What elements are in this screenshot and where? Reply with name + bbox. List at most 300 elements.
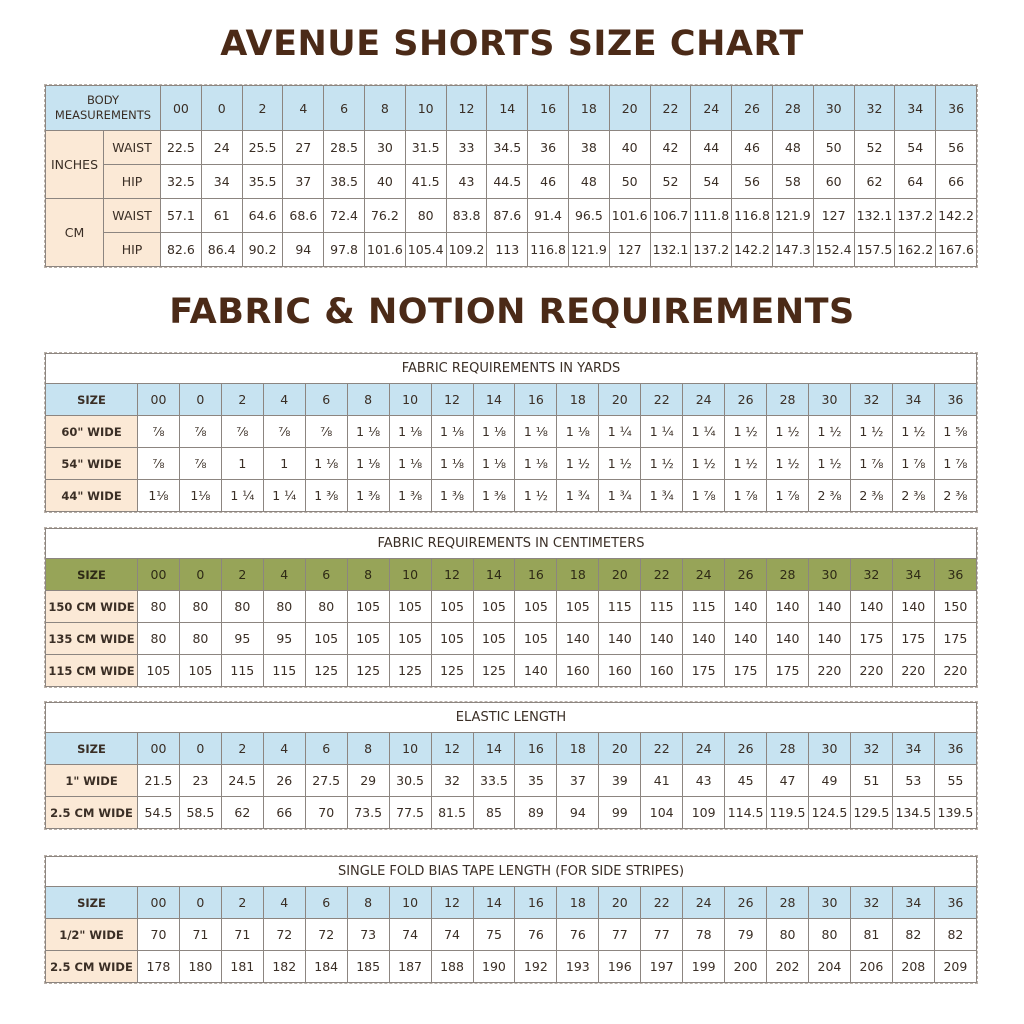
value-cell: 105	[138, 655, 180, 687]
value-cell: 1 ¾	[557, 480, 599, 512]
size-header: 4	[283, 86, 324, 131]
value-cell: 184	[305, 951, 347, 983]
value-cell: 50	[609, 165, 650, 199]
value-cell: 181	[221, 951, 263, 983]
value-cell: 80	[405, 199, 446, 233]
value-cell: 206	[850, 951, 892, 983]
size-header: 6	[305, 559, 347, 591]
fabric-cm-table	[45, 558, 977, 687]
row-label: 1" WIDE	[46, 765, 138, 797]
value-cell: 1 ⅛	[347, 448, 389, 480]
size-header: 12	[431, 733, 473, 765]
value-cell: 1⅛	[179, 480, 221, 512]
size-header: 2	[221, 384, 263, 416]
size-header: 32	[850, 887, 892, 919]
value-cell: 111.8	[691, 199, 732, 233]
value-cell: 58.5	[179, 797, 221, 829]
fabric-yards-table	[45, 383, 977, 512]
value-cell: 1 ½	[809, 416, 851, 448]
size-header: 12	[431, 887, 473, 919]
value-cell: 1 ½	[557, 448, 599, 480]
value-cell: 137.2	[691, 233, 732, 267]
elastic-title: ELASTIC LENGTH	[45, 702, 977, 732]
value-cell: 125	[431, 655, 473, 687]
value-cell: 140	[557, 623, 599, 655]
value-cell: 175	[934, 623, 976, 655]
size-header: 30	[809, 887, 851, 919]
value-cell: 35.5	[242, 165, 283, 199]
table-row	[46, 623, 977, 655]
value-cell: 140	[641, 623, 683, 655]
value-cell: 82	[934, 919, 976, 951]
size-header: 8	[347, 559, 389, 591]
value-cell: 140	[767, 623, 809, 655]
row-label: 150 CM WIDE	[46, 591, 138, 623]
value-cell: 22.5	[161, 131, 202, 165]
value-cell: 79	[725, 919, 767, 951]
value-cell: 1	[221, 448, 263, 480]
value-cell: 101.6	[609, 199, 650, 233]
body-measurements-label: BODY MEASUREMENTS	[46, 86, 161, 131]
row-label: 1/2" WIDE	[46, 919, 138, 951]
table-row	[46, 165, 977, 199]
value-cell: 54	[691, 165, 732, 199]
value-cell: 116.8	[528, 233, 569, 267]
measurement-label: HIP	[104, 165, 161, 199]
table-row	[46, 416, 977, 448]
size-header: 32	[850, 384, 892, 416]
value-cell: 140	[515, 655, 557, 687]
value-cell: 1 ⅞	[725, 480, 767, 512]
value-cell: 140	[892, 591, 934, 623]
value-cell: 53	[892, 765, 934, 797]
value-cell: 2 ⅜	[892, 480, 934, 512]
value-cell: 33.5	[473, 765, 515, 797]
size-header: 28	[767, 887, 809, 919]
value-cell: 54	[895, 131, 936, 165]
value-cell: 204	[809, 951, 851, 983]
value-cell: 208	[892, 951, 934, 983]
value-cell: 39	[599, 765, 641, 797]
value-cell: 113	[487, 233, 528, 267]
size-header: 34	[892, 559, 934, 591]
value-cell: 1	[263, 448, 305, 480]
value-cell: 80	[138, 623, 180, 655]
size-header: 0	[201, 86, 242, 131]
value-cell: 46	[528, 165, 569, 199]
value-cell: 81.5	[431, 797, 473, 829]
value-cell: 60	[813, 165, 854, 199]
value-cell: 1 ½	[599, 448, 641, 480]
size-header-row	[46, 559, 977, 591]
value-cell: 1 ½	[809, 448, 851, 480]
row-label: 2.5 CM WIDE	[46, 797, 138, 829]
value-cell: 75	[473, 919, 515, 951]
value-cell: 80	[305, 591, 347, 623]
fabric-yards-section	[44, 352, 978, 513]
value-cell: 220	[809, 655, 851, 687]
table-row	[46, 655, 977, 687]
value-cell: 73.5	[347, 797, 389, 829]
value-cell: 1 ⅞	[850, 448, 892, 480]
size-header: 18	[557, 887, 599, 919]
value-cell: 1 ⅛	[473, 416, 515, 448]
value-cell: ⅞	[138, 448, 180, 480]
value-cell: 32.5	[161, 165, 202, 199]
size-header-row	[46, 384, 977, 416]
table-row	[46, 951, 977, 983]
size-header: 36	[934, 887, 976, 919]
size-header: 32	[850, 733, 892, 765]
value-cell: 58	[772, 165, 813, 199]
value-cell: 40	[365, 165, 406, 199]
size-header: 00	[161, 86, 202, 131]
value-cell: 70	[305, 797, 347, 829]
value-cell: 1 ⅞	[934, 448, 976, 480]
value-cell: 105	[389, 591, 431, 623]
value-cell: ⅞	[221, 416, 263, 448]
bias-tape-table	[45, 886, 977, 983]
value-cell: 1 ½	[892, 416, 934, 448]
value-cell: 101.6	[365, 233, 406, 267]
size-header: 24	[683, 384, 725, 416]
size-header: 22	[641, 559, 683, 591]
size-header: 00	[138, 384, 180, 416]
value-cell: 160	[557, 655, 599, 687]
value-cell: 1 ½	[515, 480, 557, 512]
value-cell: 1 ⅜	[473, 480, 515, 512]
size-header: 26	[725, 733, 767, 765]
value-cell: 27	[283, 131, 324, 165]
size-header: 32	[854, 86, 895, 131]
value-cell: 70	[138, 919, 180, 951]
value-cell: 115	[599, 591, 641, 623]
value-cell: 82.6	[161, 233, 202, 267]
bias-tape-title: SINGLE FOLD BIAS TAPE LENGTH (FOR SIDE STRIPES)	[45, 856, 977, 886]
value-cell: 2 ⅜	[850, 480, 892, 512]
measurement-label: HIP	[104, 233, 161, 267]
value-cell: 30	[365, 131, 406, 165]
value-cell: 95	[263, 623, 305, 655]
value-cell: 114.5	[725, 797, 767, 829]
value-cell: 1 ⅞	[683, 480, 725, 512]
value-cell: 1 ⅛	[305, 448, 347, 480]
value-cell: 48	[568, 165, 609, 199]
value-cell: 140	[725, 623, 767, 655]
value-cell: 192	[515, 951, 557, 983]
size-header: 30	[813, 86, 854, 131]
size-header: 30	[809, 384, 851, 416]
value-cell: 1 ½	[683, 448, 725, 480]
value-cell: 209	[934, 951, 976, 983]
table-row	[46, 797, 977, 829]
size-header: 36	[934, 384, 976, 416]
value-cell: 99	[599, 797, 641, 829]
size-header: 6	[305, 384, 347, 416]
value-cell: 1 ½	[850, 416, 892, 448]
value-cell: 1 ⅛	[515, 416, 557, 448]
size-header: 24	[683, 559, 725, 591]
value-cell: 62	[854, 165, 895, 199]
value-cell: 188	[431, 951, 473, 983]
value-cell: 105	[557, 591, 599, 623]
size-header: 32	[850, 559, 892, 591]
size-header: 24	[691, 86, 732, 131]
value-cell: 125	[305, 655, 347, 687]
value-cell: 105	[515, 591, 557, 623]
size-header: 14	[473, 559, 515, 591]
size-header: 22	[650, 86, 691, 131]
size-header: 00	[138, 559, 180, 591]
elastic-section	[44, 701, 978, 830]
value-cell: 72	[263, 919, 305, 951]
size-header: 10	[389, 887, 431, 919]
value-cell: 124.5	[809, 797, 851, 829]
value-cell: 74	[389, 919, 431, 951]
size-header: 34	[895, 86, 936, 131]
size-header: 16	[528, 86, 569, 131]
fabric-cm-title: FABRIC REQUIREMENTS IN CENTIMETERS	[45, 528, 977, 558]
size-chart-frame	[44, 84, 978, 268]
size-header: 26	[725, 559, 767, 591]
size-header: 8	[347, 733, 389, 765]
unit-label: INCHES	[46, 131, 104, 199]
size-header: 26	[732, 86, 773, 131]
size-header: 12	[431, 559, 473, 591]
size-label: SIZE	[46, 384, 138, 416]
value-cell: 44.5	[487, 165, 528, 199]
value-cell: 41	[641, 765, 683, 797]
value-cell: 74	[431, 919, 473, 951]
size-header: 36	[936, 86, 977, 131]
size-header: 18	[568, 86, 609, 131]
value-cell: 24.5	[221, 765, 263, 797]
value-cell: 52	[854, 131, 895, 165]
size-header: 2	[221, 887, 263, 919]
value-cell: 115	[221, 655, 263, 687]
value-cell: 91.4	[528, 199, 569, 233]
value-cell: 1 ⅛	[515, 448, 557, 480]
value-cell: 1 ⅛	[389, 416, 431, 448]
value-cell: 76	[515, 919, 557, 951]
size-header: 8	[347, 887, 389, 919]
value-cell: 80	[179, 591, 221, 623]
size-header: 20	[609, 86, 650, 131]
size-header: 22	[641, 384, 683, 416]
value-cell: 140	[767, 591, 809, 623]
value-cell: 68.6	[283, 199, 324, 233]
size-header-row	[46, 887, 977, 919]
size-header: 20	[599, 887, 641, 919]
value-cell: 41.5	[405, 165, 446, 199]
value-cell: 48	[772, 131, 813, 165]
size-header: 00	[138, 887, 180, 919]
value-cell: ⅞	[138, 416, 180, 448]
value-cell: 1 ¾	[641, 480, 683, 512]
value-cell: 121.9	[772, 199, 813, 233]
size-header: 14	[473, 384, 515, 416]
value-cell: 38	[568, 131, 609, 165]
size-header: 28	[767, 559, 809, 591]
size-header-row	[46, 733, 977, 765]
value-cell: 220	[892, 655, 934, 687]
value-cell: 139.5	[934, 797, 976, 829]
value-cell: 80	[179, 623, 221, 655]
value-cell: 87.6	[487, 199, 528, 233]
value-cell: 140	[850, 591, 892, 623]
size-header: 00	[138, 733, 180, 765]
value-cell: 34.5	[487, 131, 528, 165]
size-label: SIZE	[46, 887, 138, 919]
value-cell: 105	[515, 623, 557, 655]
value-cell: 76	[557, 919, 599, 951]
value-cell: 220	[850, 655, 892, 687]
value-cell: 27.5	[305, 765, 347, 797]
value-cell: 40	[609, 131, 650, 165]
value-cell: 180	[179, 951, 221, 983]
size-header: 30	[809, 733, 851, 765]
value-cell: 175	[892, 623, 934, 655]
size-chart-table	[45, 85, 977, 267]
value-cell: 1 ⅛	[389, 448, 431, 480]
size-header: 20	[599, 559, 641, 591]
value-cell: 36	[528, 131, 569, 165]
value-cell: 182	[263, 951, 305, 983]
size-header: 24	[683, 887, 725, 919]
measurement-label: WAIST	[104, 131, 161, 165]
value-cell: 35	[515, 765, 557, 797]
size-header: 6	[305, 887, 347, 919]
size-header: 24	[683, 733, 725, 765]
table-row	[46, 131, 977, 165]
value-cell: 1 ¼	[641, 416, 683, 448]
value-cell: 96.5	[568, 199, 609, 233]
row-label: 44" WIDE	[46, 480, 138, 512]
size-header: 4	[263, 887, 305, 919]
fabric-cm-section	[44, 527, 978, 688]
value-cell: 196	[599, 951, 641, 983]
value-cell: 90.2	[242, 233, 283, 267]
value-cell: 127	[609, 233, 650, 267]
table-row	[46, 591, 977, 623]
value-cell: 140	[809, 591, 851, 623]
size-label: SIZE	[46, 733, 138, 765]
value-cell: 97.8	[324, 233, 365, 267]
row-label: 115 CM WIDE	[46, 655, 138, 687]
value-cell: 77	[641, 919, 683, 951]
size-header: 22	[641, 887, 683, 919]
size-header: 34	[892, 384, 934, 416]
size-header: 14	[473, 733, 515, 765]
size-header: 12	[446, 86, 487, 131]
value-cell: 105	[473, 591, 515, 623]
size-header: 2	[221, 559, 263, 591]
value-cell: 1 ¼	[683, 416, 725, 448]
value-cell: 42	[650, 131, 691, 165]
value-cell: 64	[895, 165, 936, 199]
value-cell: 43	[683, 765, 725, 797]
value-cell: 125	[389, 655, 431, 687]
value-cell: 105.4	[405, 233, 446, 267]
size-header: 20	[599, 384, 641, 416]
value-cell: 162.2	[895, 233, 936, 267]
value-cell: 80	[221, 591, 263, 623]
value-cell: 105	[431, 623, 473, 655]
value-cell: 26	[263, 765, 305, 797]
value-cell: 125	[473, 655, 515, 687]
size-header: 4	[263, 384, 305, 416]
size-header: 16	[515, 384, 557, 416]
value-cell: 1 ⅜	[389, 480, 431, 512]
size-header: 26	[725, 384, 767, 416]
size-header: 22	[641, 733, 683, 765]
value-cell: 142.2	[732, 233, 773, 267]
size-header: 2	[221, 733, 263, 765]
value-cell: 175	[683, 655, 725, 687]
value-cell: 200	[725, 951, 767, 983]
size-header: 28	[772, 86, 813, 131]
size-header: 34	[892, 887, 934, 919]
value-cell: 1 ⅞	[892, 448, 934, 480]
value-cell: 121.9	[568, 233, 609, 267]
size-chart-header-row	[46, 86, 977, 131]
value-cell: 1 ½	[725, 416, 767, 448]
value-cell: 33	[446, 131, 487, 165]
table-row	[46, 233, 977, 267]
value-cell: 94	[283, 233, 324, 267]
size-header: 8	[347, 384, 389, 416]
size-header: 8	[365, 86, 406, 131]
value-cell: 61	[201, 199, 242, 233]
value-cell: ⅞	[179, 448, 221, 480]
size-header: 4	[263, 559, 305, 591]
value-cell: 140	[809, 623, 851, 655]
size-header: 10	[389, 384, 431, 416]
value-cell: 147.3	[772, 233, 813, 267]
value-cell: 105	[305, 623, 347, 655]
table-row	[46, 448, 977, 480]
value-cell: 105	[431, 591, 473, 623]
value-cell: 56	[936, 131, 977, 165]
size-header: 12	[431, 384, 473, 416]
value-cell: 56	[732, 165, 773, 199]
size-header: 16	[515, 733, 557, 765]
value-cell: 115	[641, 591, 683, 623]
value-cell: 85	[473, 797, 515, 829]
value-cell: 80	[138, 591, 180, 623]
size-header: 14	[487, 86, 528, 131]
value-cell: 77.5	[389, 797, 431, 829]
value-cell: 1 ⅝	[934, 416, 976, 448]
size-header: 6	[324, 86, 365, 131]
value-cell: 134.5	[892, 797, 934, 829]
value-cell: 25.5	[242, 131, 283, 165]
fabric-notion-title: FABRIC & NOTION REQUIREMENTS	[169, 292, 855, 332]
value-cell: 132.1	[854, 199, 895, 233]
value-cell: 43	[446, 165, 487, 199]
table-row	[46, 480, 977, 512]
size-header: 10	[405, 86, 446, 131]
value-cell: 1 ⅛	[473, 448, 515, 480]
value-cell: 1 ⅞	[767, 480, 809, 512]
value-cell: ⅞	[263, 416, 305, 448]
value-cell: 115	[263, 655, 305, 687]
size-header: 28	[767, 384, 809, 416]
size-header: 0	[179, 733, 221, 765]
value-cell: 1 ⅛	[431, 448, 473, 480]
value-cell: 66	[936, 165, 977, 199]
value-cell: 175	[850, 623, 892, 655]
